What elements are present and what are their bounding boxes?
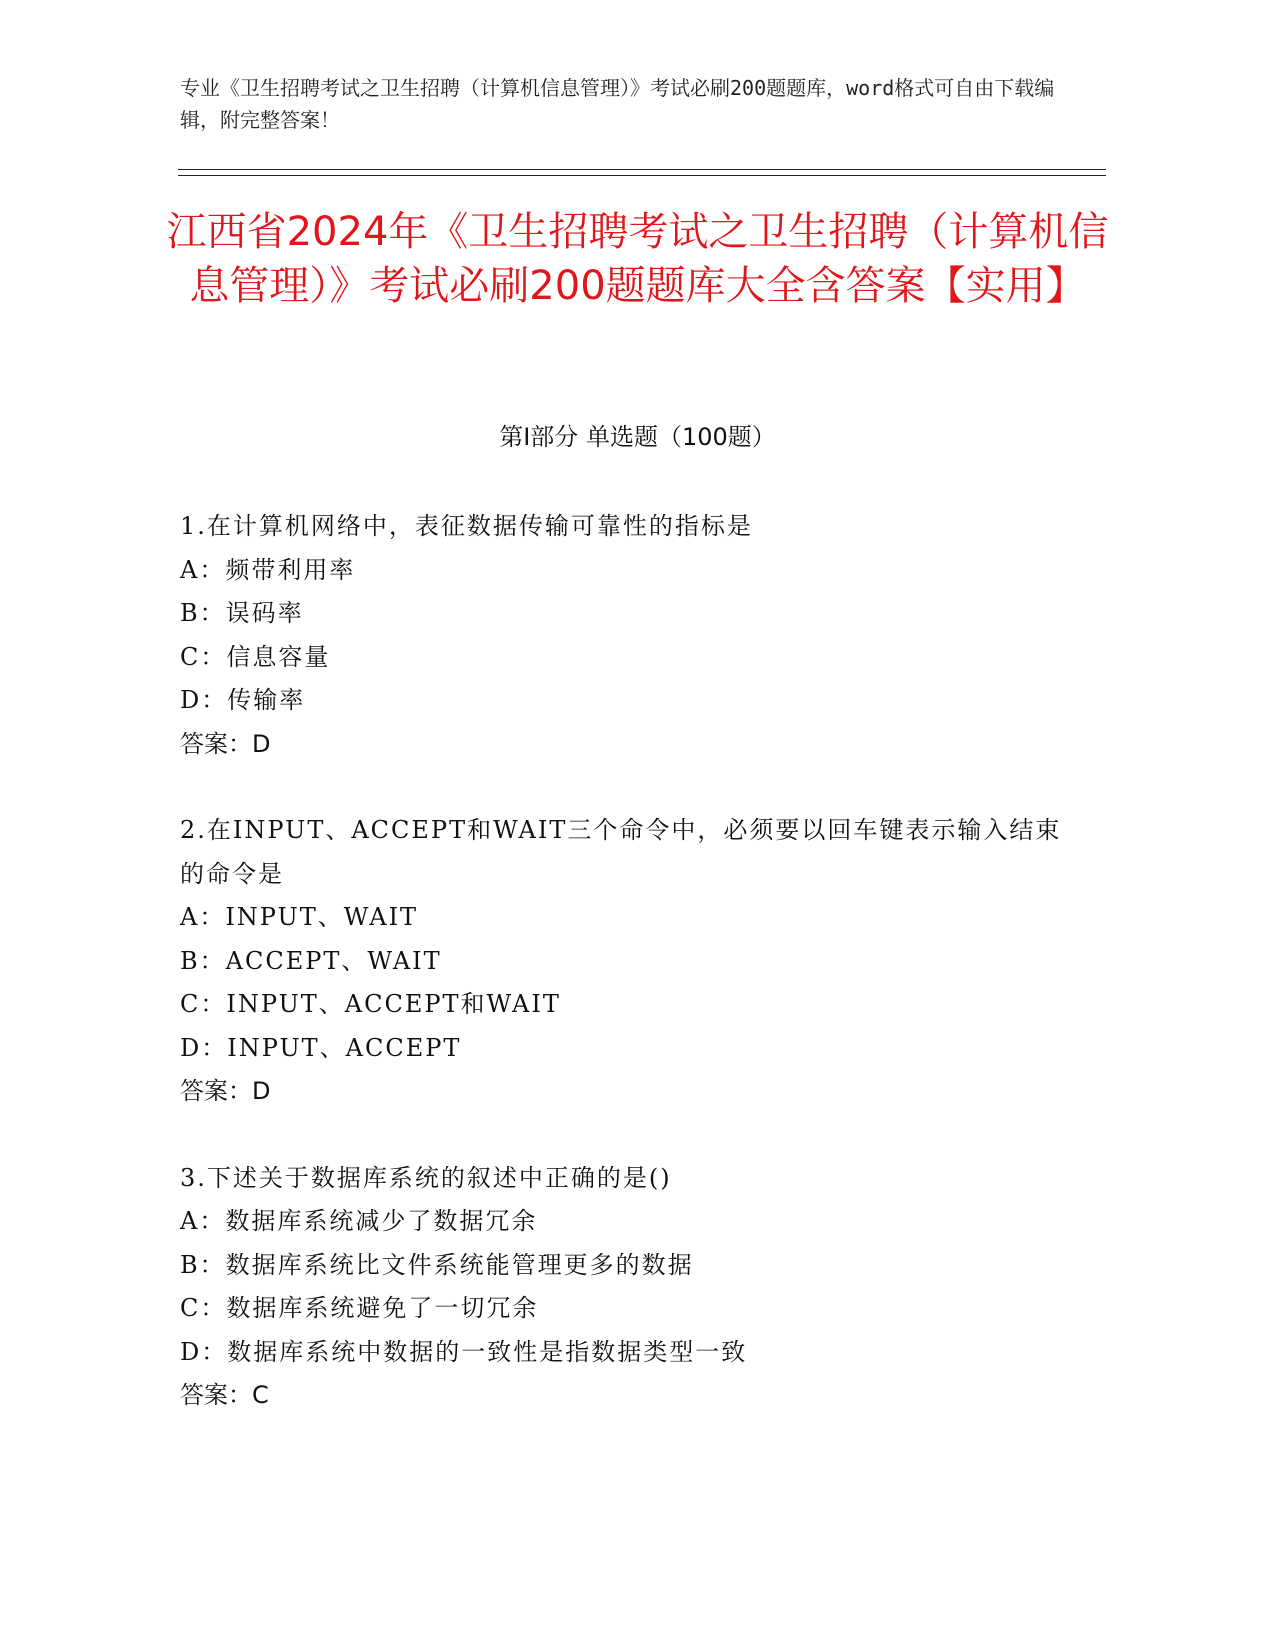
question-2 (180, 809, 1080, 1114)
option-b: B：数据库系统比文件系统能管理更多的数据 (180, 1250, 694, 1279)
option-c: C：数据库系统避免了一切冗余 (180, 1294, 539, 1322)
question-stem: 2.在INPUT、ACCEPT和WAIT三个命令中，必须要以回车键表示输入结束的命令是 (180, 816, 1062, 888)
option-a: A：INPUT、WAIT (180, 903, 419, 931)
option-d: D：INPUT、ACCEPT (180, 1033, 462, 1062)
section-heading: 第Ⅰ部分 单选题（100题） (499, 423, 776, 451)
header-divider-bottom (178, 175, 1106, 176)
option-d: D：传输率 (180, 686, 306, 714)
question-1 (180, 505, 1080, 766)
question-3 (180, 1157, 1080, 1418)
header-divider-top (178, 169, 1106, 170)
question-stem: 3.下述关于数据库系统的叙述中正确的是() (180, 1163, 672, 1192)
option-a: A：频带利用率 (180, 555, 356, 584)
option-c: C：INPUT、ACCEPT和WAIT (180, 990, 561, 1018)
option-b: B：误码率 (180, 599, 304, 627)
answer-line: 答案：D (180, 1077, 271, 1105)
option-c: C：信息容量 (180, 642, 331, 671)
question-list (180, 505, 1080, 1461)
option-d: D：数据库系统中数据的一致性是指数据类型一致 (180, 1337, 748, 1366)
option-a: A：数据库系统减少了数据冗余 (180, 1207, 538, 1235)
answer-line: 答案：D (180, 729, 271, 758)
header-note: 专业《卫生招聘考试之卫生招聘（计算机信息管理）》考试必刷200题题库，word格式可自由下载编辑，附完整答案！ (180, 76, 1055, 132)
option-b: B：ACCEPT、WAIT (180, 946, 442, 975)
answer-line: 答案：C (180, 1381, 269, 1409)
question-stem: 1.在计算机网络中，表征数据传输可靠性的指标是 (180, 512, 753, 540)
document-title: 江西省2024年《卫生招聘考试之卫生招聘（计算机信息管理）》考试必刷200题题库大全含答案【实用】 (166, 209, 1109, 309)
